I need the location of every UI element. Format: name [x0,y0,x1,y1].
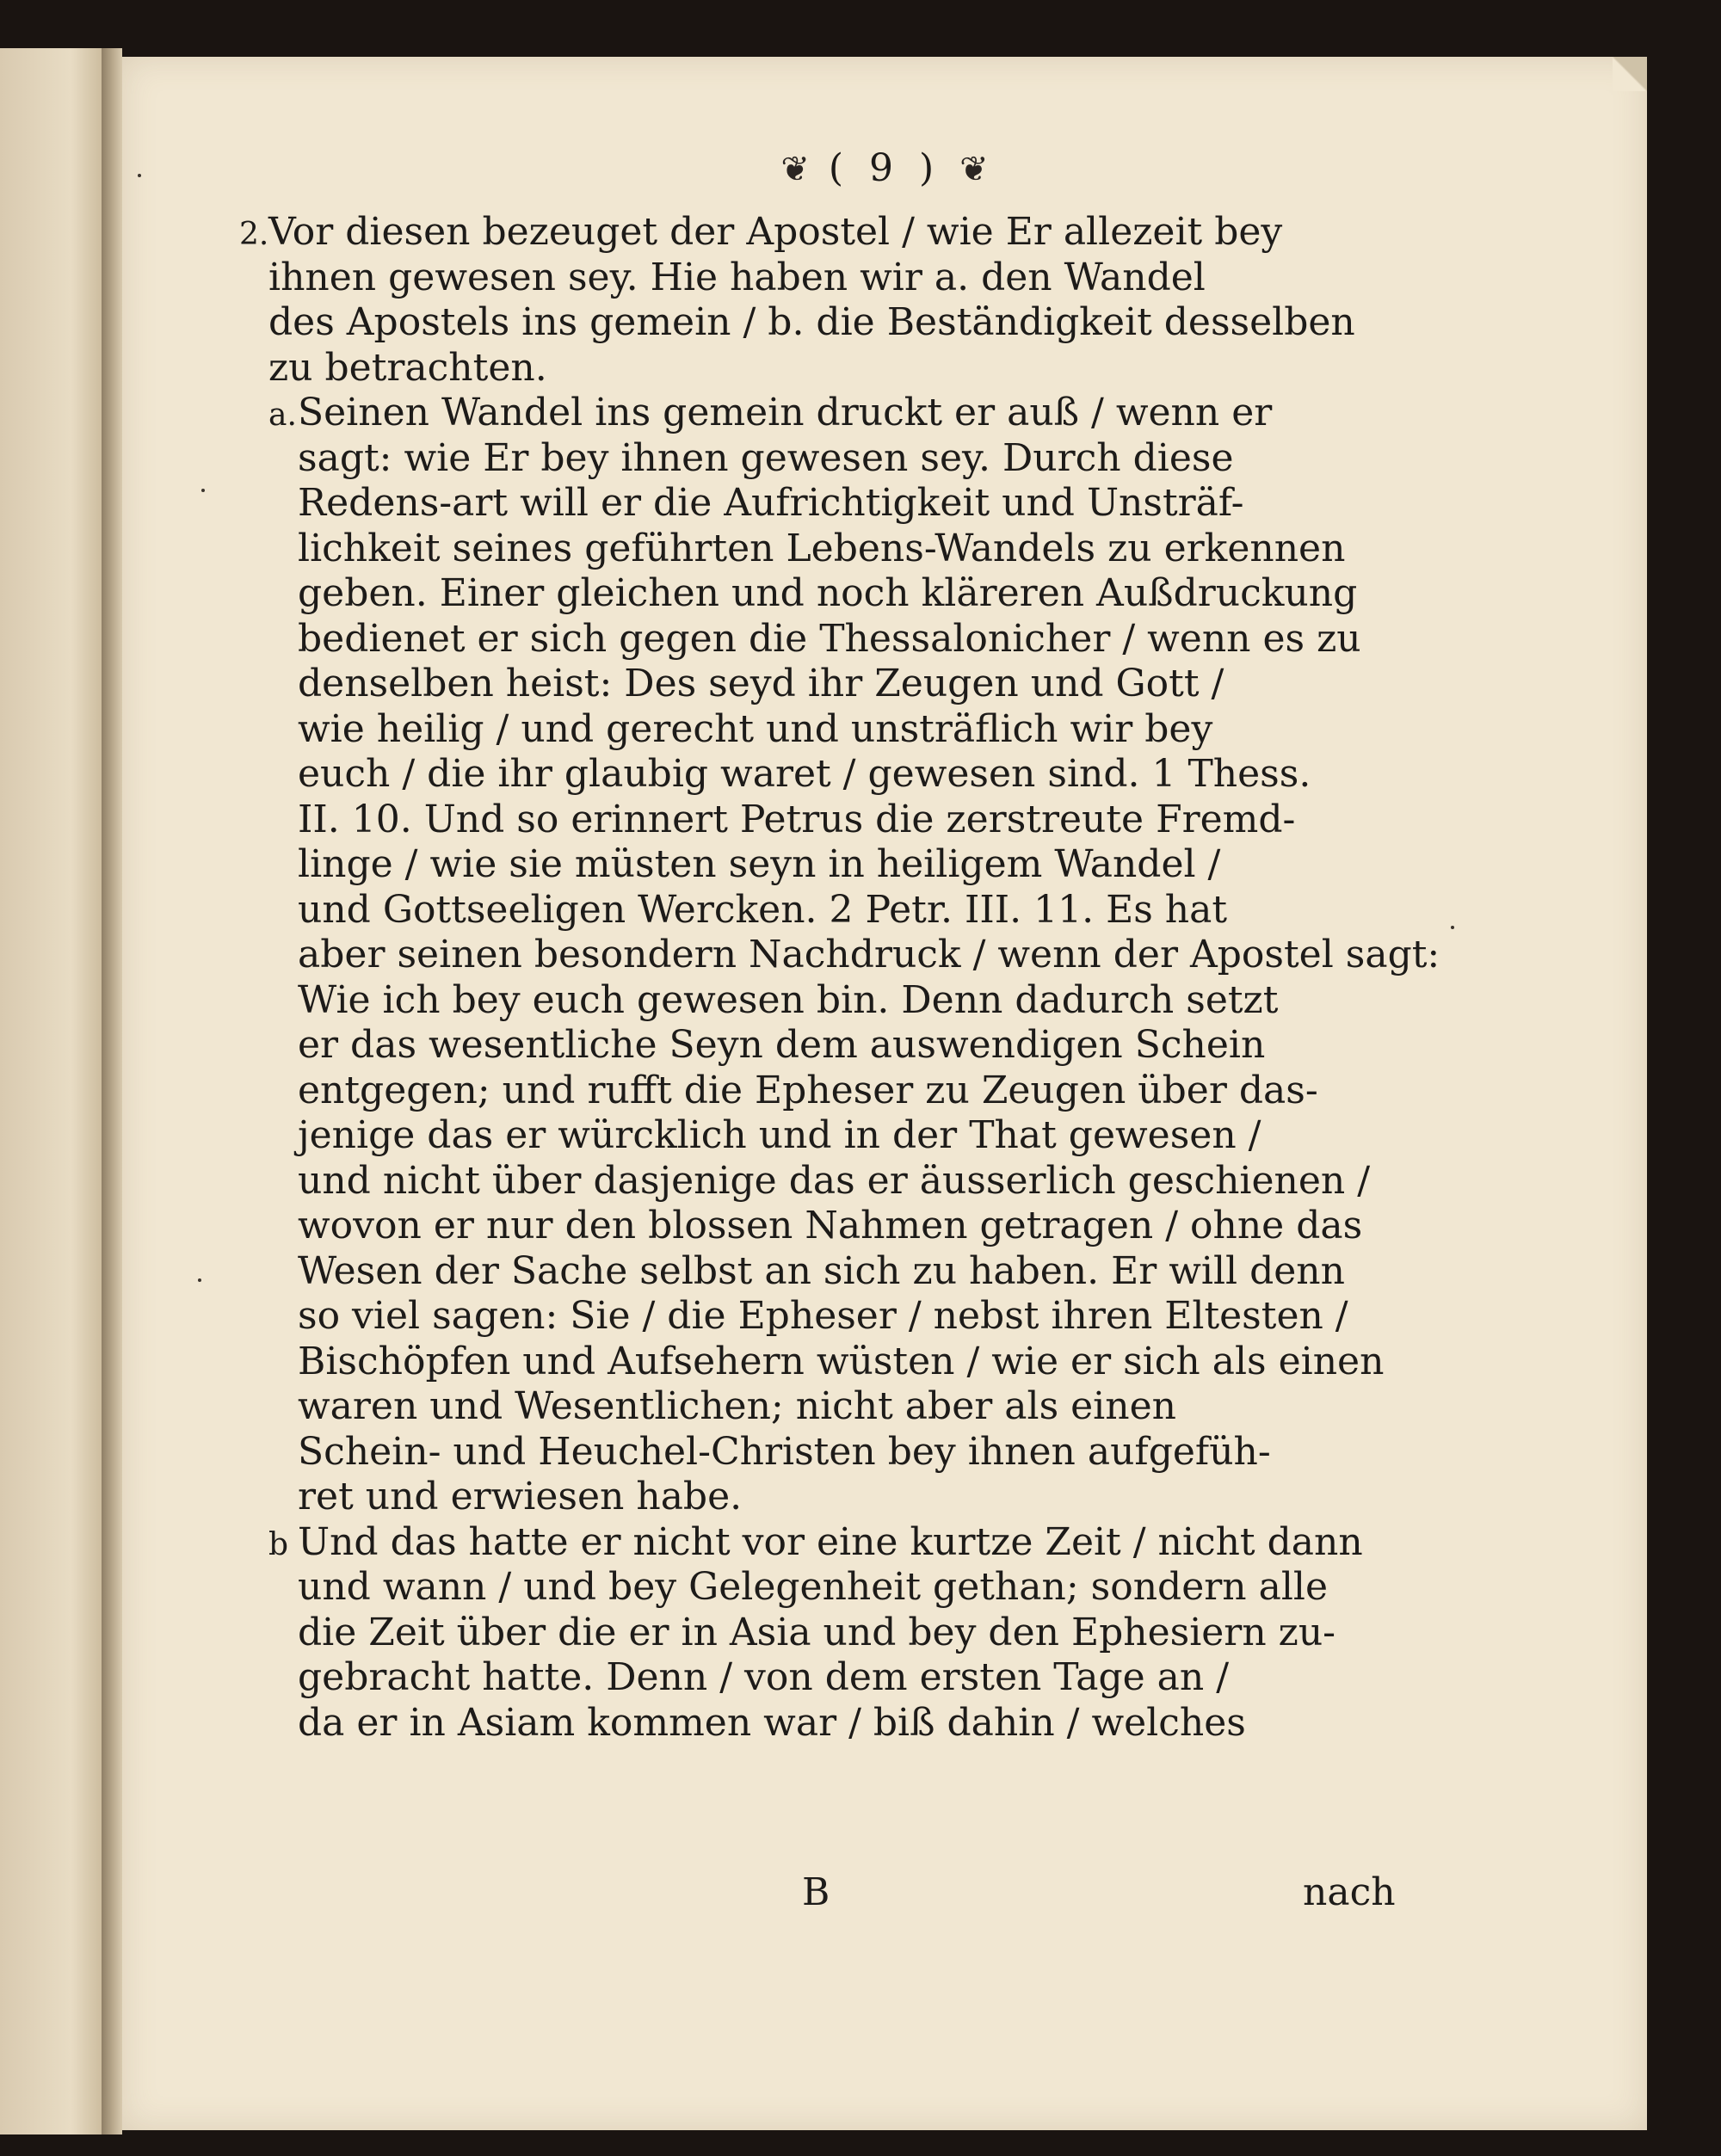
text-line: er das wesentliche Seyn dem auswendigen Schein [298,1023,1266,1067]
text-line: 2.Vor diesen bezeuget der Apostel / wie Er allezeit bey [268,210,1516,256]
text-line: Redens-art will er die Aufrichtigkeit und Unsträf- [298,481,1244,525]
page-speck [138,174,141,177]
text-line: ihnen gewesen sey. Hie haben wir a. den Wandel [268,255,1206,299]
paragraph-marker: b [268,1526,289,1562]
text-line: wie heilig / und gerecht und unsträflich wir bey [298,706,1213,751]
text-line: Schein- und Heuchel-Christen bey ihnen aufgefüh- [298,1429,1271,1474]
catchword: nach [1303,1870,1396,1914]
text-line: zu betrachten. [268,345,547,390]
text-line: da er in Asiam kommen war / biß dahin / welches [298,1700,1246,1745]
text-line: lichkeit seines geführten Lebens-Wandels zu erkennen [298,526,1346,570]
paragraph-marker: a. [268,397,297,433]
paragraph-a [268,391,1516,1520]
text-line: gebracht hatte. Denn / von dem ersten Tage an / [298,1655,1230,1699]
main-text [239,210,1516,1746]
signature-mark: B [802,1870,830,1914]
text-line: denselben heist: Des seyd ihr Zeugen und Gott / [298,662,1224,705]
ornament-left-icon: ❦ [780,150,810,189]
text-line: die Zeit über die er in Asia und bey den Ephesiern zu- [298,1610,1336,1654]
page-speck [201,489,205,492]
text-line: entgegen; und rufft die Epheser zu Zeugen über das- [298,1068,1318,1112]
page-header [122,146,1647,190]
text-line: bedienet er sich gegen die Thessalonicher / wenn es zu [298,616,1361,661]
text-line: a.Seinen Wandel ins gemein druckt er auß / wenn er [298,391,1516,436]
page-number: ( 9 ) [828,146,941,190]
text-line: Bischöpfen und Aufsehern wüsten / wie er sich als einen [298,1339,1385,1383]
paragraph-2 [239,210,1516,391]
page-speck [198,1278,201,1282]
text-line: b Und das hatte er nicht vor eine kurtze Zeit / nicht dann [298,1520,1516,1566]
text-line: ret und erwiesen habe. [298,1475,743,1518]
text-line: euch / die ihr glaubig waret / gewesen sind. 1 Thess. [298,752,1311,796]
text-line: jenige das er würcklich und in der That gewesen / [298,1113,1261,1157]
text-line: II. 10. Und so erinnert Petrus die zerstreute Fremd- [298,797,1296,841]
book-page [122,57,1647,2130]
text-line: aber seinen besondern Nachdruck / wenn der Apostel sagt: [298,933,1440,976]
text-line: wovon er nur den blossen Nahmen getragen / ohne das [298,1204,1363,1247]
text-line: geben. Einer gleichen und noch kläreren Außdruckung [298,571,1358,615]
text-line: sagt: wie Er bey ihnen gewesen sey. Durch diese [298,435,1234,480]
facing-page-edge [0,48,102,2134]
paragraph-b [268,1520,1516,1746]
text-line: des Apostels ins gemein / b. die Beständigkeit desselben [268,300,1355,344]
text-line: linge / wie sie müsten seyn in heiligem Wandel / [298,842,1221,886]
page-corner [1613,57,1647,91]
text-line: Wie ich bey euch gewesen bin. Denn dadurch setzt [298,977,1279,1022]
paragraph-marker: 2. [239,217,269,252]
text-line: Wesen der Sache selbst an sich zu haben. Er will denn [298,1248,1345,1293]
book-gutter [102,48,122,2134]
text-line: und wann / und bey Gelegenheit gethan; sondern alle [298,1565,1329,1609]
page-speck [1451,926,1454,929]
text-line: waren und Wesentlichen; nicht aber als einen [298,1384,1176,1428]
text-line: und nicht über dasjenige das er äusserlich geschienen / [298,1158,1371,1203]
text-line: so viel sagen: Sie / die Epheser / nebst ihren Eltesten / [298,1294,1348,1338]
ornament-right-icon: ❦ [959,150,989,189]
text-line: und Gottseeligen Wercken. 2 Petr. III. 11. Es hat [298,887,1228,932]
